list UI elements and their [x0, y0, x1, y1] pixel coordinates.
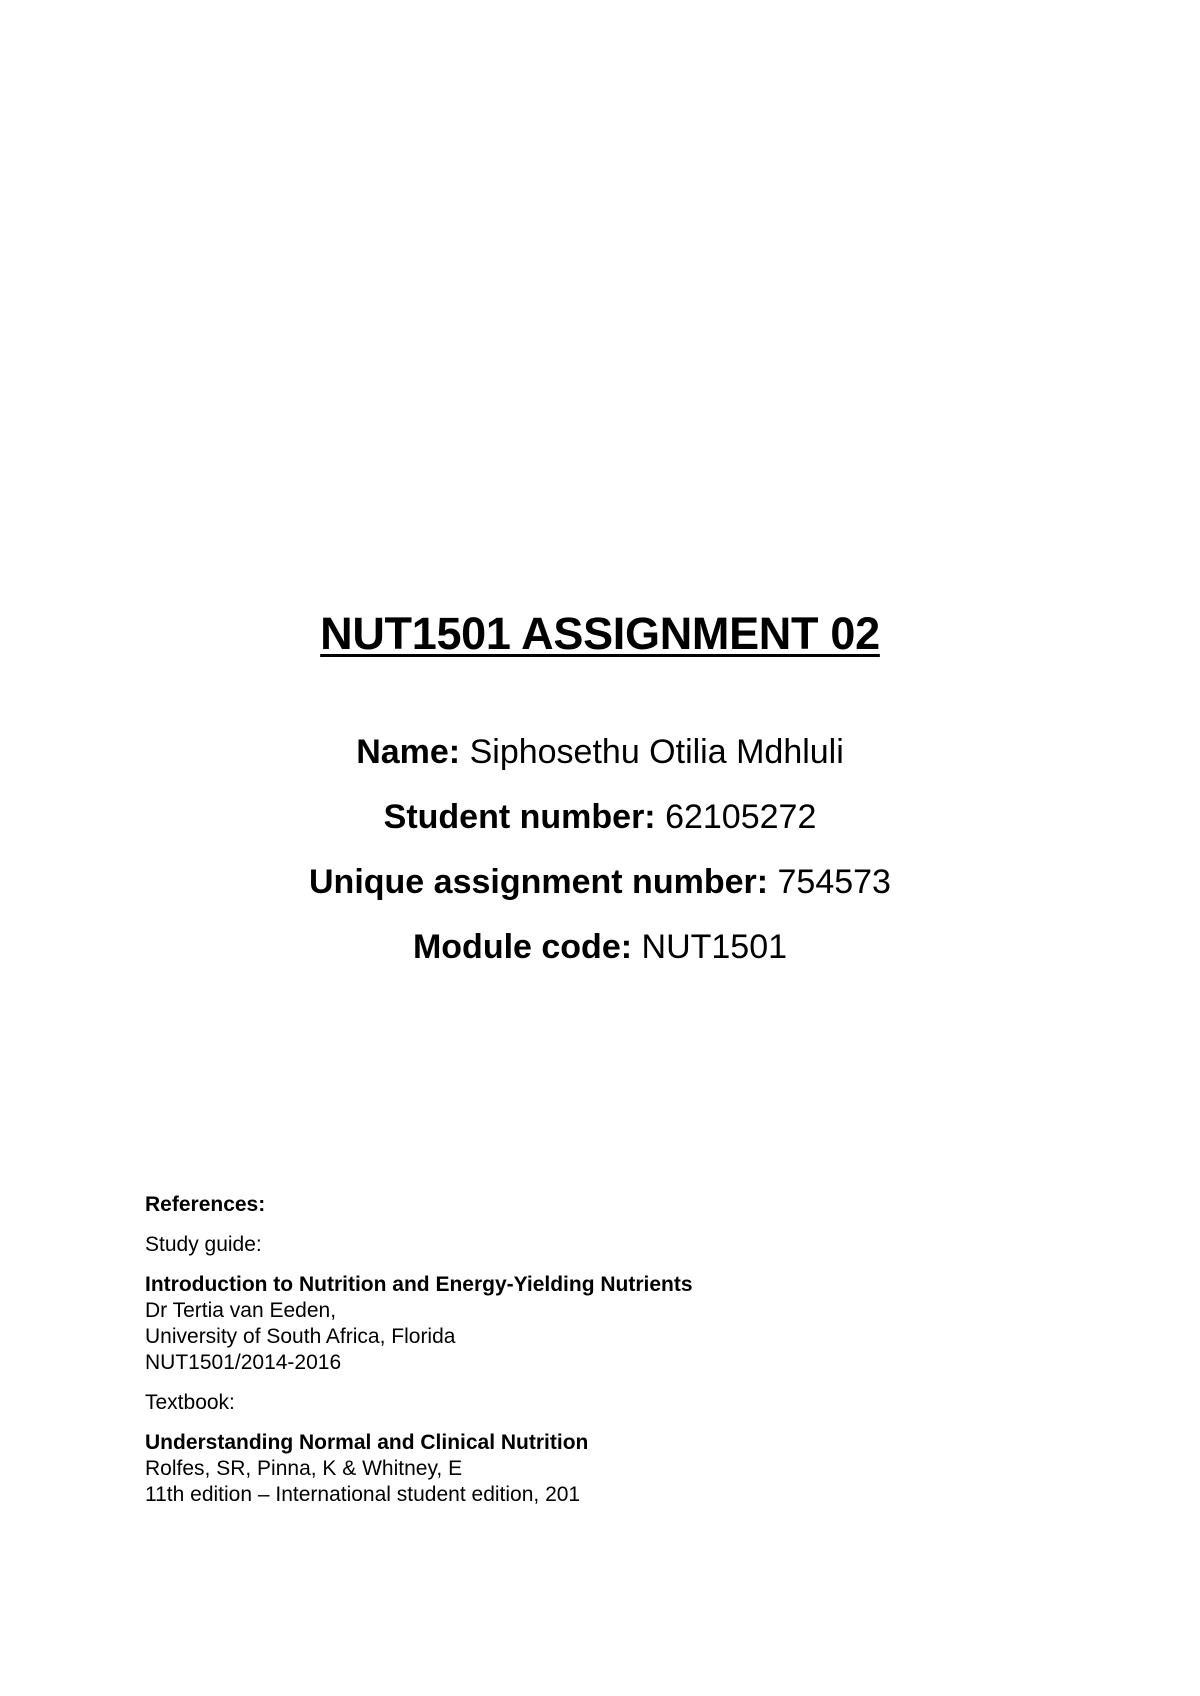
module-code-value: NUT1501 — [641, 928, 788, 966]
unique-assignment-label: Unique assignment number: — [309, 863, 769, 901]
textbook-title: Understanding Normal and Clinical Nutrition — [145, 1431, 589, 1454]
textbook-label: Textbook: — [145, 1391, 235, 1414]
unique-assignment-line — [0, 862, 1200, 902]
module-code-line — [0, 927, 1200, 967]
student-number-line — [0, 797, 1200, 837]
study-guide-label: Study guide: — [145, 1233, 262, 1256]
references-heading: References: — [145, 1193, 266, 1216]
references-section — [145, 1192, 1105, 1508]
study-guide-code: NUT1501/2014-2016 — [145, 1351, 342, 1374]
textbook-edition: 11th edition – International student edition, 201 — [145, 1483, 581, 1506]
student-number-label: Student number: — [383, 798, 656, 836]
module-code-label: Module code: — [412, 928, 633, 966]
name-line — [0, 732, 1200, 772]
textbook-authors: Rolfes, SR, Pinna, K & Whitney, E — [145, 1457, 463, 1480]
study-guide-institution: University of South Africa, Florida — [145, 1325, 456, 1348]
study-guide-title: Introduction to Nutrition and Energy-Yielding Nutrients — [145, 1273, 693, 1296]
document-title: NUT1501 ASSIGNMENT 02 — [320, 608, 880, 659]
unique-assignment-value: 754573 — [777, 863, 891, 901]
student-number-value: 62105272 — [665, 798, 817, 836]
name-label: Name: — [356, 733, 461, 771]
study-guide-author: Dr Tertia van Eeden, — [145, 1299, 337, 1322]
name-value: Siphosethu Otilia Mdhluli — [469, 733, 844, 771]
